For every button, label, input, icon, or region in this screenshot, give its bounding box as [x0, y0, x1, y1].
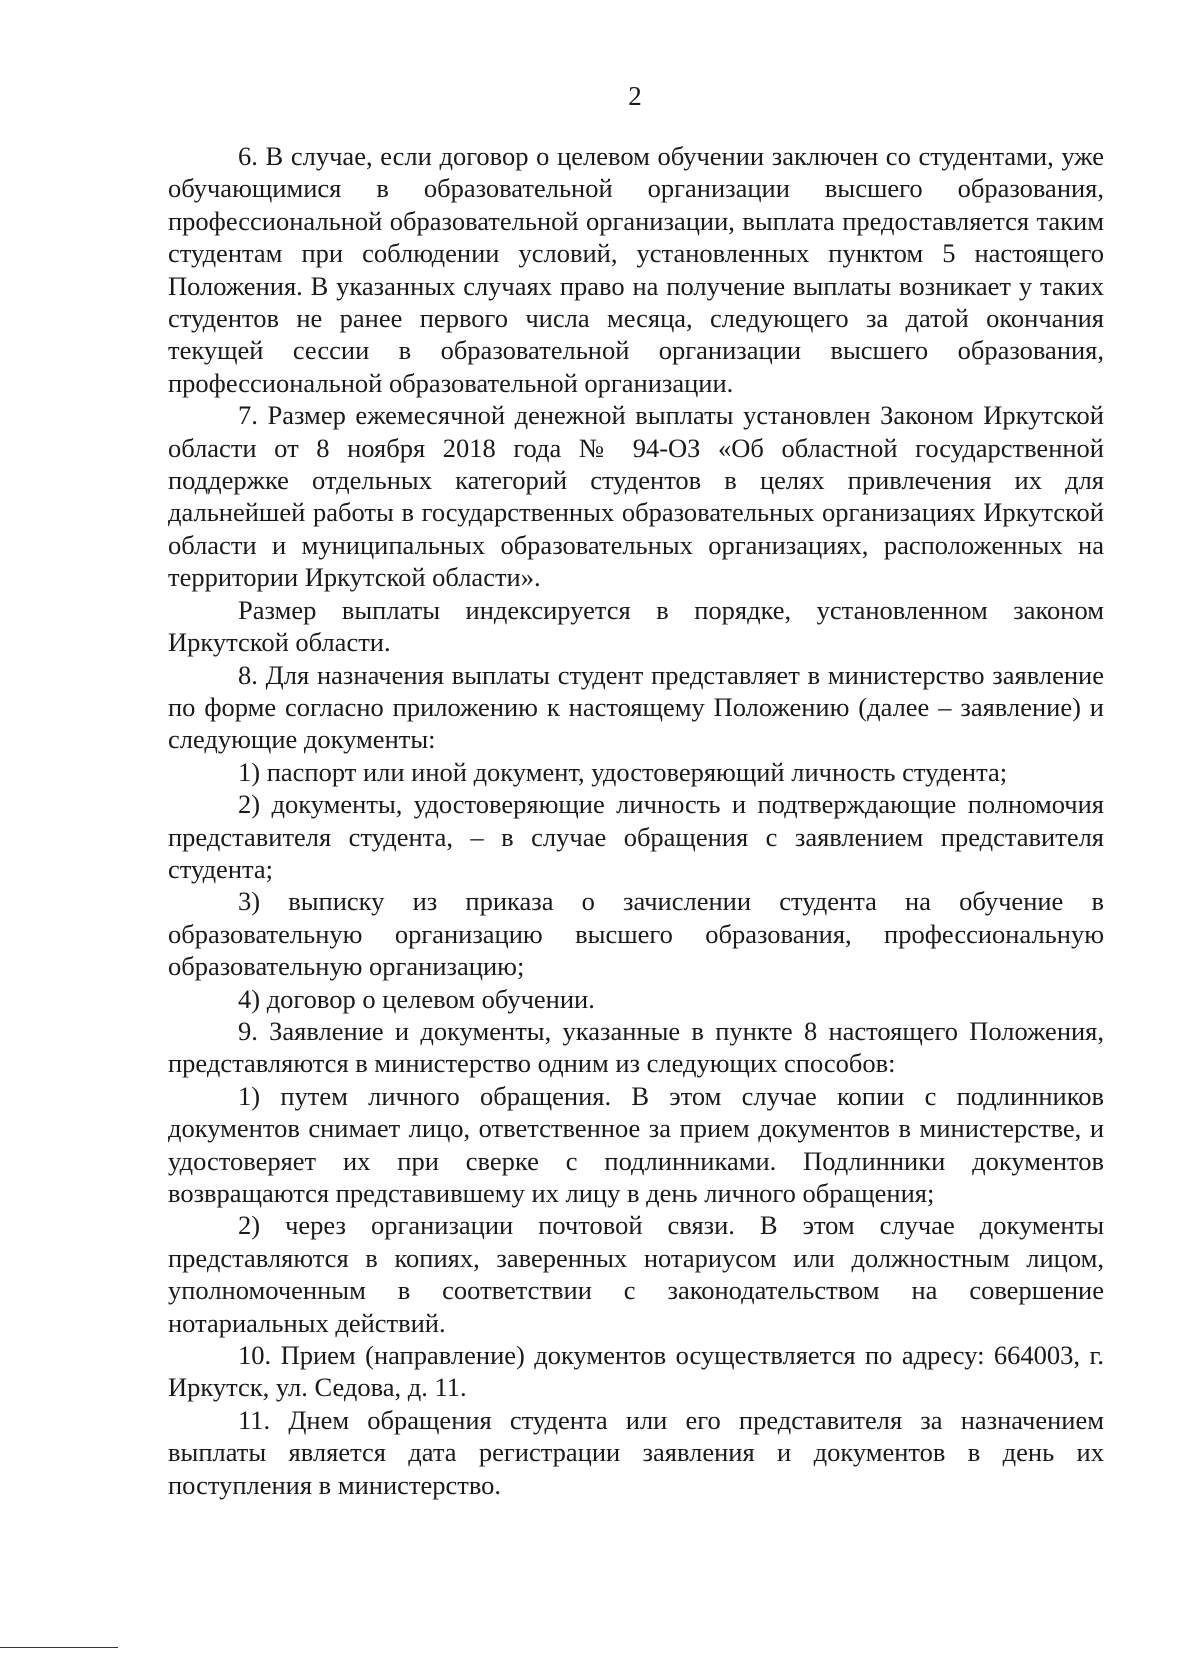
paragraph-9-item-2: 2) через организации почтовой связи. В этом случае документы представляются в копиях, заверенных нотариусом или должностным лицом, уполномоченным в соответствии с законодательством на совершение нотариальных действий. — [168, 1210, 1104, 1338]
paragraph-10: 10. Прием (направление) документов осуществляется по адресу: 664003, г. Иркутск, ул. Седова, д. 11. — [168, 1340, 1104, 1403]
paragraph-6: 6. В случае, если договор о целевом обучении заключен со студентами, уже обучающимися в образовательной организации высшего образования, профессиональной образовательной организации, выплата предоставляется таким студентам при соблюдении условий, установленных пунктом 5 настоящего Положения. В указанных случаях право на получение выплаты возникает у таких студентов не ранее первого числа месяца, следующего за датой окончания текущей сессии в образовательной организации высшего образования, профессиональной образовательной организации. — [168, 141, 1104, 398]
footer-rule — [0, 1647, 118, 1648]
paragraph-8-item-2: 2) документы, удостоверяющие личность и подтверждающие полномочия представителя студента, – в случае обращения с заявлением представителя студента; — [168, 789, 1104, 884]
paragraph-11: 11. Днем обращения студента или его представителя за назначением выплаты является дата регистрации заявления и документов в день их поступления в министерство. — [168, 1404, 1104, 1500]
paragraph-8: 8. Для назначения выплаты студент представляет в министерство заявление по форме согласно приложению к настоящему Положению (далее – заявление) и следующие документы: — [168, 659, 1104, 755]
page-number: 2 — [628, 81, 642, 111]
document-body — [168, 140, 1104, 1501]
paragraph-9-item-1: 1) путем личного обращения. В этом случае копии с подлинников документов снимает лицо, ответственное за прием документов в министерстве, и удостоверяет их при сверке с подлинниками. Подлинники документов возвращаются представившему их лицу в день личного обращения; — [168, 1080, 1104, 1208]
paragraph-7-indexation: Размер выплаты индексируется в порядке, установленном законом Иркутской области. — [168, 594, 1104, 658]
paragraph-8-item-1: 1) паспорт или иной документ, удостоверяющий личность студента; — [238, 756, 1008, 787]
paragraph-9: 9. Заявление и документы, указанные в пункте 8 настоящего Положения, представляются в министерство одним из следующих способов: — [168, 1015, 1104, 1079]
paragraph-8-item-3: 3) выписку из приказа о зачислении студента на обучение в образовательную организацию высшего образования, профессиональную образовательную организацию; — [168, 886, 1104, 982]
paragraph-7: 7. Размер ежемесячной денежной выплаты установлен Законом Иркутской области от 8 ноября 2018 года № 94-ОЗ «Об областной государственной поддержке отдельных категорий студентов в целях привлечения их для дальнейшей работы в государственных образовательных организациях Иркутской области и муниципальных образовательных организациях, расположенных на территории Иркутской области». — [168, 400, 1104, 593]
paragraph-8-item-4: 4) договор о целевом обучении. — [238, 983, 595, 1014]
